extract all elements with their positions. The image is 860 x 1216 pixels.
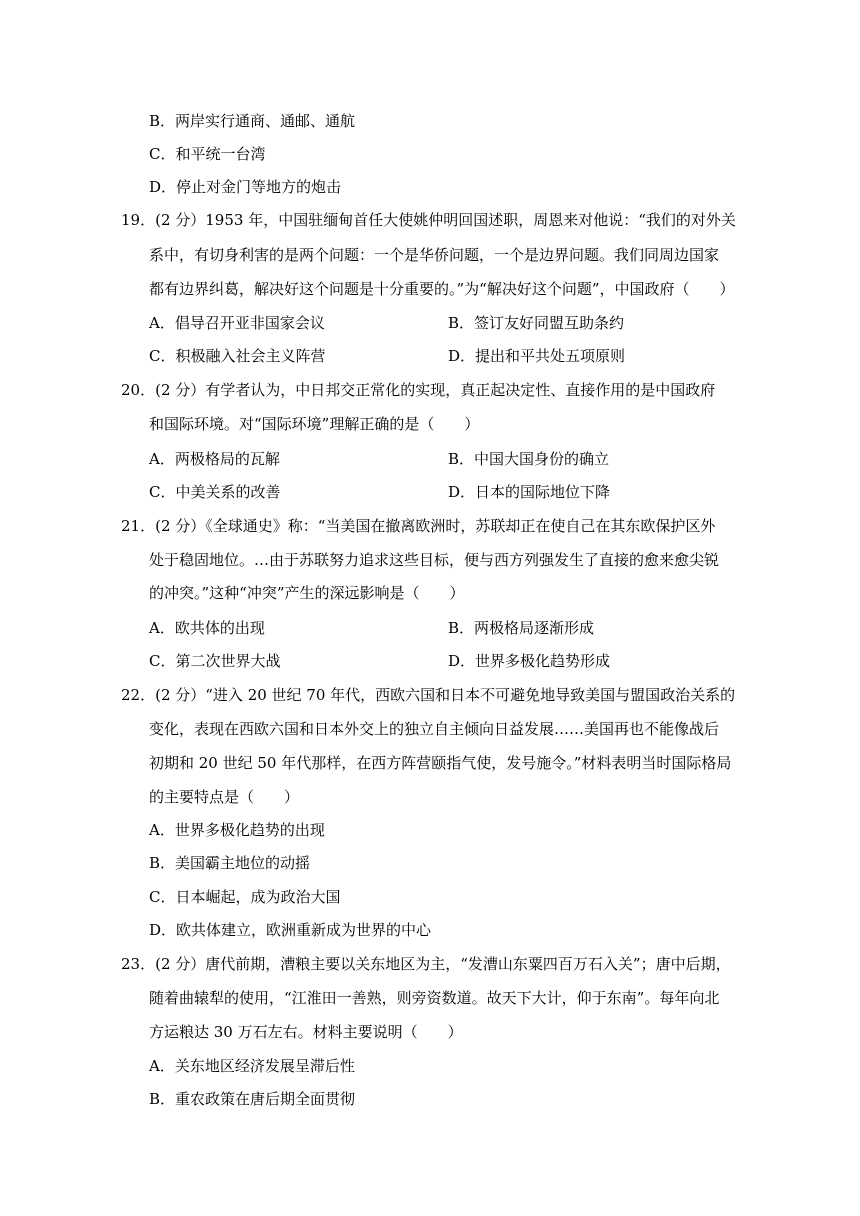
question-19-line-2: 系中，有切身利害的是两个问题：一个是华侨问题，一个是边界问题。我们同周边国家 bbox=[149, 246, 720, 264]
question-19-line-1: 19．(2 分）1953 年，中国驻缅甸首任大使姚仲明回国述职，周恩来对他说：“我们的对外关 bbox=[121, 211, 736, 229]
option-b: B．两岸实行通商、通邮、通航 bbox=[149, 112, 356, 130]
question-19-line-3: 都有边界纠葛，解决好这个问题是十分重要的。”为“解决好这个问题”，中国政府（ ） bbox=[149, 280, 735, 298]
question-23-line-3: 方运粮达 30 万石左右。材料主要说明（ ） bbox=[149, 1023, 463, 1041]
question-22-option-c: C．日本崛起，成为政治大国 bbox=[149, 888, 341, 906]
question-19-option-c: C．积极融入社会主义阵营 bbox=[149, 347, 326, 365]
question-22-option-a: A．世界多极化趋势的出现 bbox=[149, 821, 325, 839]
question-23-line-2: 随着曲辕犁的使用，“江淮田一善熟，则旁资数道。故天下大计，仰于东南”。每年向北 bbox=[149, 989, 720, 1007]
option-c: C．和平统一台湾 bbox=[149, 145, 266, 163]
question-21-line-1: 21．(2 分）《全球通史》称：“当美国在撤离欧洲时，苏联却正在使自己在其东欧保护区外 bbox=[121, 517, 716, 535]
question-19-option-a: A．倡导召开亚非国家会议 bbox=[149, 314, 325, 332]
question-21-option-a: A．欧共体的出现 bbox=[149, 619, 265, 637]
question-21-line-3: 的冲突。”这种“冲突”产生的深远影响是（ ） bbox=[149, 584, 465, 602]
question-23-option-b: B．重农政策在唐后期全面贯彻 bbox=[149, 1090, 356, 1108]
question-20-option-c: C．中美关系的改善 bbox=[149, 483, 281, 501]
question-19-option-d: D．提出和平共处五项原则 bbox=[448, 347, 626, 365]
question-22-option-b: B．美国霸主地位的动摇 bbox=[149, 854, 311, 872]
question-19-option-b: B．签订友好同盟互助条约 bbox=[448, 314, 625, 332]
option-d: D．停止对金门等地方的炮击 bbox=[149, 178, 342, 196]
question-22-line-1: 22．(2 分）“进入 20 世纪 70 年代，西欧六国和日本不可避免地导致美国与盟国政治关系的 bbox=[121, 686, 736, 704]
question-20-option-d: D．日本的国际地位下降 bbox=[448, 483, 611, 501]
question-20-line-1: 20．(2 分）有学者认为，中日邦交正常化的实现，真正起决定性、直接作用的是中国政府 bbox=[121, 381, 716, 399]
question-21-option-b: B．两极格局逐渐形成 bbox=[448, 619, 595, 637]
question-22-line-2: 变化，表现在西欧六国和日本外交上的独立自主倾向日益发展……美国再也不能像战后 bbox=[149, 720, 720, 738]
question-22-option-d: D．欧共体建立，欧洲重新成为世界的中心 bbox=[149, 921, 432, 939]
question-23-line-1: 23．(2 分）唐代前期，漕粮主要以关东地区为主，“发漕山东粟四百万石入关”；唐中后期， bbox=[121, 955, 731, 973]
question-23-option-a: A．关东地区经济发展呈滞后性 bbox=[149, 1057, 355, 1075]
question-22-line-4: 的主要特点是（ ） bbox=[149, 788, 300, 806]
question-21-line-2: 处于稳固地位。…由于苏联努力追求这些目标，便与西方列强发生了直接的愈来愈尖锐 bbox=[149, 551, 720, 569]
question-20-option-b: B．中国大国身份的确立 bbox=[448, 450, 610, 468]
question-21-option-c: C．第二次世界大战 bbox=[149, 652, 281, 670]
question-20-option-a: A．两极格局的瓦解 bbox=[149, 450, 280, 468]
question-22-line-3: 初期和 20 世纪 50 年代那样，在西方阵营颐指气使，发号施令。”材料表明当时国际格局 bbox=[149, 754, 732, 772]
question-21-option-d: D．世界多极化趋势形成 bbox=[448, 652, 611, 670]
question-20-line-2: 和国际环境。对“国际环境”理解正确的是（ ） bbox=[149, 415, 480, 433]
